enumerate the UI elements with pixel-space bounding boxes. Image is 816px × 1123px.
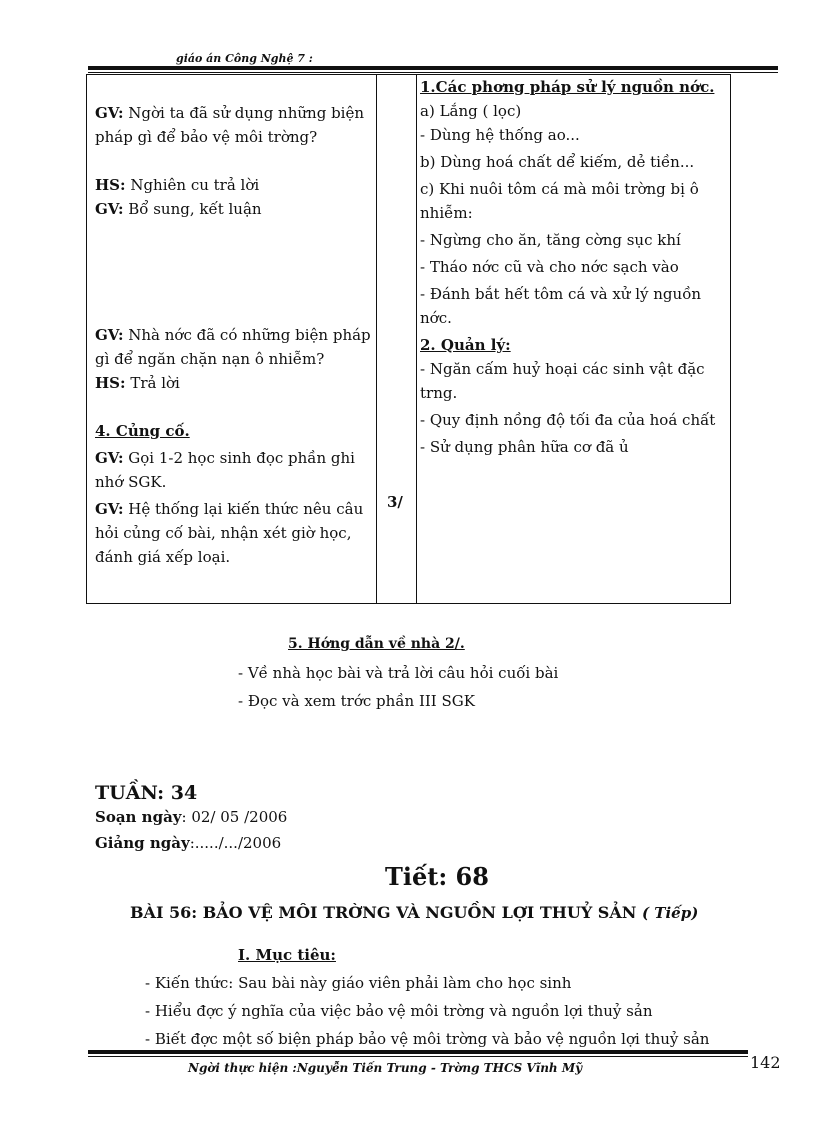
- objective-item: - Biết đợc một số biện pháp bảo vệ môi trờng và bảo vệ nguồn lợi thuỷ sản: [145, 1030, 710, 1048]
- content-item: - Sử dụng phân hữa cơ đã ủ: [420, 438, 629, 456]
- author-footer: Ngời thực hiện :Nguyễn Tiến Trung - Trờng THCS Vĩnh Mỹ: [188, 1061, 583, 1075]
- content-item: - Đánh bắt hết tôm cá và xử lý nguồn nớc.: [420, 285, 702, 327]
- objectives-heading: I. Mục tiêu:: [238, 946, 336, 964]
- document-header: giáo án Công Nghệ 7 :: [176, 52, 313, 65]
- content-item: - Ngừng cho ăn, tăng cờng sục khí: [420, 231, 681, 249]
- header-rule-thick: [88, 66, 778, 70]
- section-4-heading: 4. Củng cố.: [95, 422, 190, 440]
- homework-item: - Đọc và xem trớc phần III SGK: [238, 692, 475, 710]
- time-allocation: 3/: [387, 493, 403, 511]
- objective-item: - Hiểu đợc ý nghĩa của việc bảo vệ môi trờng và nguồn lợi thuỷ sản: [145, 1002, 653, 1020]
- gv-question-1: GV: Ngời ta đã sử dụng những biện pháp gì để bảo vệ môi trờng?: [95, 104, 365, 146]
- content-item: c) Khi nuôi tôm cá mà môi trờng bị ô nhiễm:: [420, 180, 699, 222]
- content-item: - Quy định nồng độ tối đa của hoá chất: [420, 411, 716, 429]
- content-item: - Dùng hệ thống ao...: [420, 126, 580, 144]
- gv-conclusion: GV: Bổ sung, kết luận: [95, 200, 262, 218]
- lesson-number: Tiết: 68: [385, 862, 489, 891]
- header-rule-thin: [88, 72, 778, 73]
- table-divider-1: [376, 75, 377, 603]
- week-label: TUẦN: 34: [95, 782, 198, 804]
- heading-management: 2. Quản lý:: [420, 336, 511, 354]
- homework-heading: 5. Hớng dẫn về nhà 2/.: [288, 636, 465, 652]
- lesson-table: [86, 74, 731, 604]
- hs-answer-2: HS: Trả lời: [95, 374, 180, 392]
- content-item: a) Lắng ( lọc): [420, 102, 522, 120]
- footer-rule-thick: [88, 1050, 748, 1054]
- footer-rule-thin: [88, 1056, 748, 1057]
- content-item: - Ngăn cấm huỷ hoại các sinh vật đặc trng.: [420, 360, 705, 402]
- heading-water-treatment: 1.Các phơng pháp sử lý nguồn nớc.: [420, 78, 715, 96]
- content-item: b) Dùng hoá chất dể kiếm, dẻ tiền...: [420, 153, 695, 171]
- objective-item: - Kiến thức: Sau bài này giáo viên phải làm cho học sinh: [145, 974, 572, 992]
- hs-answer-1: HS: Nghiên cu trả lời: [95, 176, 260, 194]
- content-item: - Tháo nớc cũ và cho nớc sạch vào: [420, 258, 679, 276]
- prep-date: Soạn ngày: 02/ 05 /2006: [95, 808, 288, 826]
- lesson-title: BÀI 56: BẢO VỆ MÔI TRỜNG VÀ NGUỒN LỢI THUỶ SẢN ( Tiếp): [130, 903, 699, 922]
- content-column: [420, 75, 720, 459]
- teach-date: Giảng ngày:...../.../2006: [95, 834, 282, 852]
- gv-question-2: GV: Nhà nớc đã có những biện pháp gì để ngăn chặn nạn ô nhiễm?: [95, 326, 371, 368]
- gv-review: GV: Hệ thống lại kiến thức nêu câu hỏi củng cố bài, nhận xét giờ học, đánh giá xếp loại.: [95, 500, 364, 566]
- page-number: 142: [750, 1053, 781, 1072]
- gv-recall: GV: Gọi 1-2 học sinh đọc phần ghi nhớ SGK.: [95, 449, 355, 491]
- teacher-activities-column: [95, 101, 373, 569]
- homework-item: - Về nhà học bài và trả lời câu hỏi cuối bài: [238, 664, 559, 682]
- table-divider-2: [416, 75, 417, 603]
